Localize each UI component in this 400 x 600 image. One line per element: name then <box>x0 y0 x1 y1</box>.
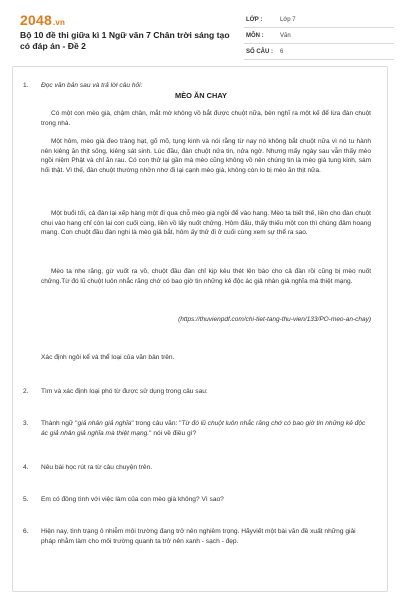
text-segment: " nói về điều gì? <box>149 429 197 437</box>
meta-table <box>244 12 394 60</box>
text-segment: Thành ngữ " <box>41 420 78 427</box>
question-number: 4. <box>23 464 29 471</box>
question-prompt: Đọc văn bản sau và trả lời câu hỏi: <box>41 82 143 89</box>
question-text: Tìm và xác định loại phó từ được sử dụng trong câu sau: <box>41 388 208 395</box>
meta-row-grade <box>244 12 394 28</box>
story-source[interactable]: (https://thuvienpdf.com/chi-tiet-tang-thu-vien/133/PO-meo-an-chay) <box>178 316 371 323</box>
logo-text: 2048 <box>20 12 52 28</box>
meta-value: 6 <box>278 44 394 60</box>
meta-key: LỚP : <box>244 12 278 28</box>
question-number: 3. <box>23 420 29 427</box>
idiom: giả nhân giả nghĩa <box>77 420 132 427</box>
question-number: 2. <box>23 388 29 395</box>
question-text: Em có đồng tình với việc làm của con mèo già không? Vì sao? <box>41 496 224 503</box>
text-segment: " trong câu văn: " <box>131 420 182 427</box>
quoted-sentence: Từ đó lũ chuột luôn nhắc răng chớ có bao giờ tin những kẻ độc ác giả nhân giả nghĩa mà thiệt mạng. <box>41 420 366 437</box>
story-paragraph: Mèo ta nhe răng, gừ vuốt ra vồ, chuột đầu đàn chỉ kịp kêu thét lên báo cho cả đàn rồi cũng bị mèo nuốt chửng.Từ đó lũ chuột luôn nhắc răng chớ có bao giờ tin những kẻ độc ác giả nhân giả nghĩa mà thiệt mạng. <box>41 268 371 285</box>
story-paragraph: Một hôm, mèo già đeo tràng hạt, gõ mõ, tụng kinh và nói rằng từ nay nó không bắt chuột nữa vì nó tu hành nên kiêng ăn thịt sống, kiêng sát sinh. Lúc đầu, đàn chuột nửa tin, nửa ngờ. Nhưng mấy ngày sau vẫn thấy mèo ngồi niệm Phật và chỉ ăn rau. Có con thử lại gần mà mèo cũng không vồ nên chúng tin là mèo già tụng kinh, sám hối thật. Vì thế, đàn chuột thường nhởn nhơ đi lại cạnh mèo già, không còn lo bị mèo ăn thịt nữa. <box>41 138 371 174</box>
logo-suffix: .vn <box>52 18 66 27</box>
question-text <box>41 419 371 438</box>
story-paragraph: Một buổi tối, cả đàn lại xếp hàng một đi qua chỗ mèo già ngồi để vào hang. Mèo ta biết thế, liền cho đàn chuột chui vào hang chỉ còn lại con cuối cùng, liền vồ lấy nuốt chửng. Hôm đấu, thấy thiếu một con thì chúng đâm hoang mang. Con chuột đầu đàn nghi là mèo giả bắt, hôm ấy thử đi ở cuối cùng xem sự thể ra sao. <box>41 210 371 237</box>
header <box>16 10 384 62</box>
meta-key: MÔN : <box>244 28 278 44</box>
meta-key: SỐ CÂU : <box>244 44 278 60</box>
story-title: MÈO ĂN CHAY <box>175 91 227 100</box>
question-card <box>12 66 388 592</box>
story-paragraph: Có một con mèo già, chậm chân, mắt mờ không vồ bắt được chuột nữa, bèn nghĩ ra một kế để lừa đàn chuột trong nhà. <box>41 110 371 127</box>
meta-value: Lớp 7 <box>278 12 394 28</box>
question-number: 1. <box>23 82 29 89</box>
document-title: Bộ 10 đề thi giữa kì 1 Ngữ văn 7 Chân trời sáng tạo có đáp án - Đề 2 <box>20 30 230 51</box>
meta-value: Văn <box>278 28 394 44</box>
meta-row-question-count <box>244 44 394 60</box>
question-text: Nêu bài học rút ra từ câu chuyện trên. <box>41 464 153 471</box>
question-1-task: Xác định ngôi kể và thể loại của văn bản trên. <box>41 354 175 361</box>
question-number: 5. <box>23 496 29 503</box>
question-number: 6. <box>23 528 29 535</box>
site-logo[interactable] <box>20 12 65 28</box>
question-text: Hiện nay, tình trạng ô nhiễm môi trường đang trở nên nghiêm trọng. Hãyviết một bài văn đề xuất những giải pháp nhằm làm cho môi trường quanh ta trở nên xanh - sạch - đẹp. <box>41 528 356 545</box>
meta-row-subject <box>244 28 394 44</box>
